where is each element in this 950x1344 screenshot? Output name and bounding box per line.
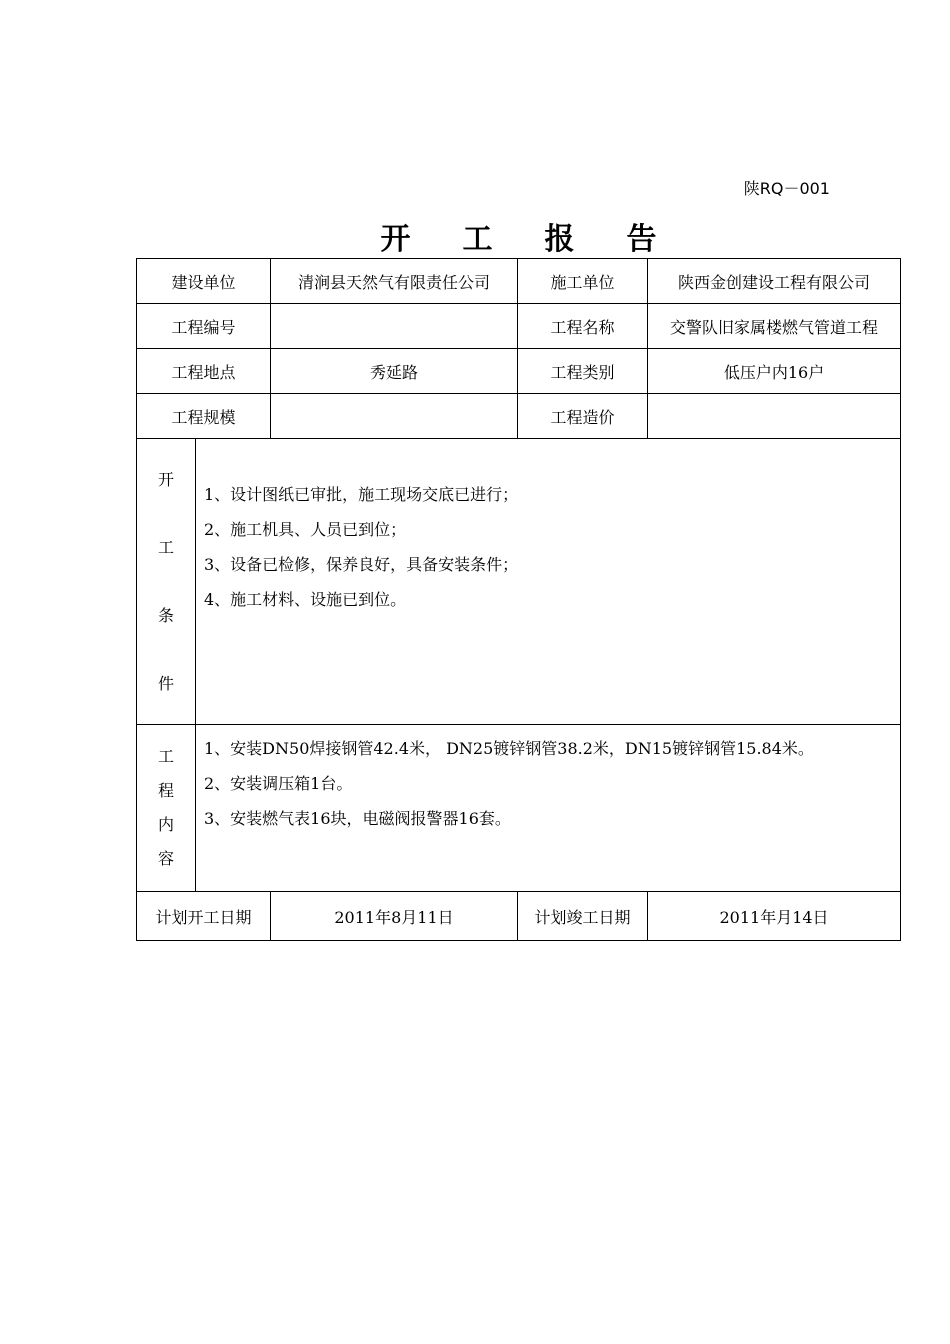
scale-value (271, 394, 518, 439)
builder-label: 建设单位 (137, 259, 271, 304)
page-title: 开工报告 (380, 222, 709, 257)
list-item: 4、施工材料、设施已到位。 (204, 590, 407, 609)
project-name-value: 交警队旧家属楼燃气管道工程 (648, 304, 901, 349)
start-date-label: 计划开工日期 (137, 892, 271, 941)
location-label: 工程地点 (137, 349, 271, 394)
row-start-conditions (137, 439, 901, 725)
list-item: 3、设备已检修，保养良好，具备安装条件； (204, 555, 519, 574)
row-construction-unit (137, 259, 901, 304)
row-project-number (137, 304, 901, 349)
row-project-location (137, 349, 901, 394)
content-list (196, 725, 901, 892)
list-item: 2、施工机具、人员已到位； (204, 520, 407, 539)
project-name-label: 工程名称 (518, 304, 648, 349)
contractor-value: 陕西金创建设工程有限公司 (648, 259, 901, 304)
builder-value: 清涧县天然气有限责任公司 (271, 259, 518, 304)
conditions-label: 开 工 条 件 (137, 439, 196, 725)
end-date-label: 计划竣工日期 (518, 892, 648, 941)
conditions-list (196, 439, 901, 725)
location-value: 秀延路 (271, 349, 518, 394)
list-item: 3、安装燃气表16块，电磁阀报警器16套。 (204, 809, 511, 828)
content-label: 工 程 内 容 (137, 725, 196, 892)
list-item: 2、安装调压箱1台。 (204, 774, 353, 793)
report-form (136, 258, 901, 941)
start-date-value: 2011年8月11日 (271, 892, 518, 941)
category-value: 低压户内16户 (648, 349, 901, 394)
list-item: 1、安装DN50焊接钢管42.4米， DN25镀锌钢管38.2米，DN15镀锌钢管15.84米。 (204, 739, 814, 758)
row-project-content (137, 725, 901, 892)
category-label: 工程类别 (518, 349, 648, 394)
cost-value (648, 394, 901, 439)
list-item: 1、设计图纸已审批，施工现场交底已进行； (204, 485, 519, 504)
project-number-label: 工程编号 (137, 304, 271, 349)
contractor-label: 施工单位 (518, 259, 648, 304)
cost-label: 工程造价 (518, 394, 648, 439)
row-planned-dates (137, 892, 901, 941)
project-number-value (271, 304, 518, 349)
row-project-scale (137, 394, 901, 439)
scale-label: 工程规模 (137, 394, 271, 439)
document-code: 陕RQ－001 (743, 179, 830, 198)
end-date-value: 2011年月14日 (648, 892, 901, 941)
